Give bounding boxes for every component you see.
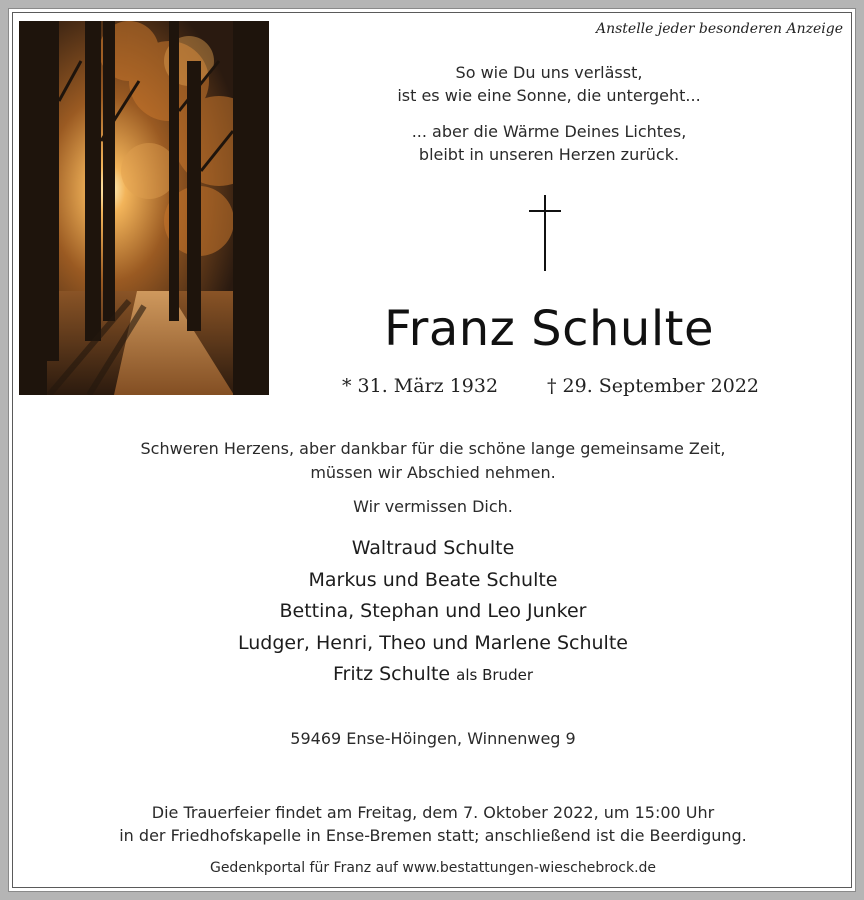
- cross-icon: [529, 195, 563, 271]
- message-line: müssen wir Abschied nehmen.: [310, 463, 556, 482]
- miss-you-line: Wir vermissen Dich.: [353, 497, 513, 516]
- family-member: Markus und Beate Schulte: [308, 568, 558, 591]
- brother-suffix: als Bruder: [456, 666, 533, 684]
- deceased-name: Franz Schulte: [383, 301, 715, 357]
- family-member: Bettina, Stephan und Leo Junker: [279, 600, 587, 622]
- memorial-portal-link[interactable]: Gedenkportal für Franz auf www.bestattungen-wieschebrock.de: [209, 860, 657, 876]
- obituary-card: [8, 8, 856, 892]
- family-member: Waltraud Schulte: [351, 537, 515, 559]
- message-line: Schweren Herzens, aber dankbar für die schöne lange gemeinsame Zeit,: [140, 439, 726, 458]
- autumn-forest-photo: [19, 21, 269, 395]
- funeral-info: [9, 801, 857, 847]
- family-list: [9, 533, 857, 692]
- funeral-line: Die Trauerfeier findet am Freitag, dem 7. Oktober 2022, um 15:00 Uhr: [151, 803, 715, 822]
- death-date: † 29. September 2022: [547, 375, 759, 397]
- birth-date: * 31. März 1932: [342, 375, 499, 397]
- quote-line: bleibt in unseren Herzen zurück.: [418, 145, 680, 164]
- brother-name: Fritz Schulte: [333, 663, 451, 685]
- header-note: Anstelle jeder besonderen Anzeige: [595, 21, 843, 37]
- quote-line: ... aber die Wärme Deines Lichtes,: [411, 122, 687, 141]
- address: 59469 Ense-Höingen, Winnenweg 9: [290, 729, 576, 748]
- quote-part-1: [259, 61, 839, 107]
- quote-line: So wie Du uns verlässt,: [455, 63, 643, 82]
- quote-part-2: [259, 120, 839, 166]
- family-member-brother: [9, 659, 857, 692]
- family-member: Ludger, Henri, Theo und Marlene Schulte: [238, 631, 628, 654]
- funeral-line: in der Friedhofskapelle in Ense-Bremen statt; anschließend ist die Beerdigung.: [119, 826, 747, 845]
- quote-line: ist es wie eine Sonne, die untergeht...: [397, 86, 701, 105]
- farewell-message: [9, 437, 857, 485]
